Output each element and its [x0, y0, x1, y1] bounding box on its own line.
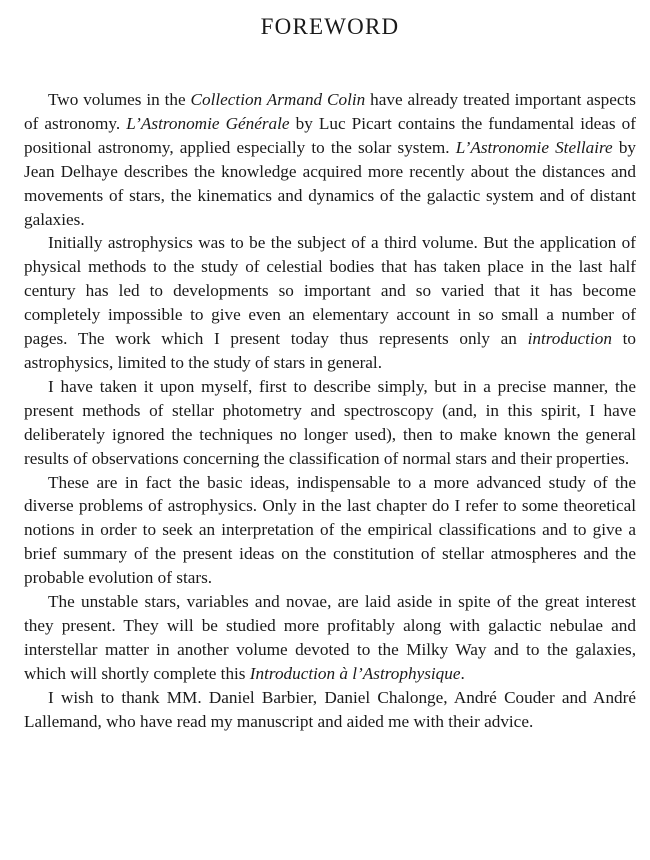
paragraph-text: Two volumes in the: [48, 90, 191, 109]
paragraph-text: I wish to thank MM. Daniel Barbier, Daniel Chalonge, André Couder and André Lallemand, who have read my manuscript and aided me with their advice.: [24, 687, 636, 731]
paragraph-2: [24, 231, 636, 374]
document-page: [24, 14, 636, 733]
paragraph-4: [24, 471, 636, 591]
italic-title-text: Introduction à l’Astrophysique: [249, 663, 461, 683]
paragraph-1: [24, 88, 636, 231]
paragraph-text: I have taken it upon myself, first to describe simply, but in a precise manner, the present methods of stellar photometry and spectroscopy (and, in this spirit, I have deliberately ignored the techniques no longer used), then to make known the general results of observations concerning the classification of normal stars and their properties.: [24, 376, 636, 468]
italic-title-text: L’Astronomie Stellaire: [455, 137, 613, 157]
paragraph-text: These are in fact the basic ideas, indispensable to a more advanced study of the diverse problems of astrophysics. Only in the last chapter do I refer to some theoretical notions in order to seek an interpretation of the empirical classifications and to give a brief summary of the present ideas on the constitution of stellar atmospheres and the probable evolution of stars.: [24, 472, 636, 588]
paragraph-text: by Jean Delhaye describes the knowledge acquired more recently about the distances and movements of stars, the kinematics and dynamics of the galactic system and of distant galaxies.: [24, 137, 637, 229]
paragraph-3: [24, 375, 636, 471]
italic-title-text: introduction: [527, 329, 612, 349]
italic-title-text: Collection Armand Colin: [190, 90, 366, 109]
document-body: [24, 88, 636, 733]
page-title: FOREWORD: [260, 14, 400, 39]
paragraph-text: to astrophysics, limited to the study of stars in general.: [24, 329, 636, 372]
paragraph-text: by Luc Picart contains the fundamental ideas of positional astronomy, applied especially to the solar system.: [24, 113, 637, 157]
paragraph-text: Initially astrophysics was to be the subject of a third volume. But the application of physical methods to the study of celestial bodies that has taken place in the last half century has led to developments so important and so varied that it has become completely impossible to give even an elementary account in so small a number of pages. The work which I present today thus represents only an: [24, 233, 636, 349]
paragraph-text: .: [460, 663, 465, 683]
paragraph-6: [24, 686, 636, 734]
italic-title-text: L’Astronomie Générale: [126, 113, 290, 133]
paragraph-text: The unstable stars, variables and novae, are laid aside in spite of the great interest they present. They will be studied more profitably along with galactic nebulae and interstellar matter in another volume devoted to the Milky Way and to the galaxies, which will shortly complete this: [24, 592, 636, 683]
paragraph-text: have already treated important aspects of astronomy.: [24, 90, 636, 133]
paragraph-5: [24, 590, 636, 686]
